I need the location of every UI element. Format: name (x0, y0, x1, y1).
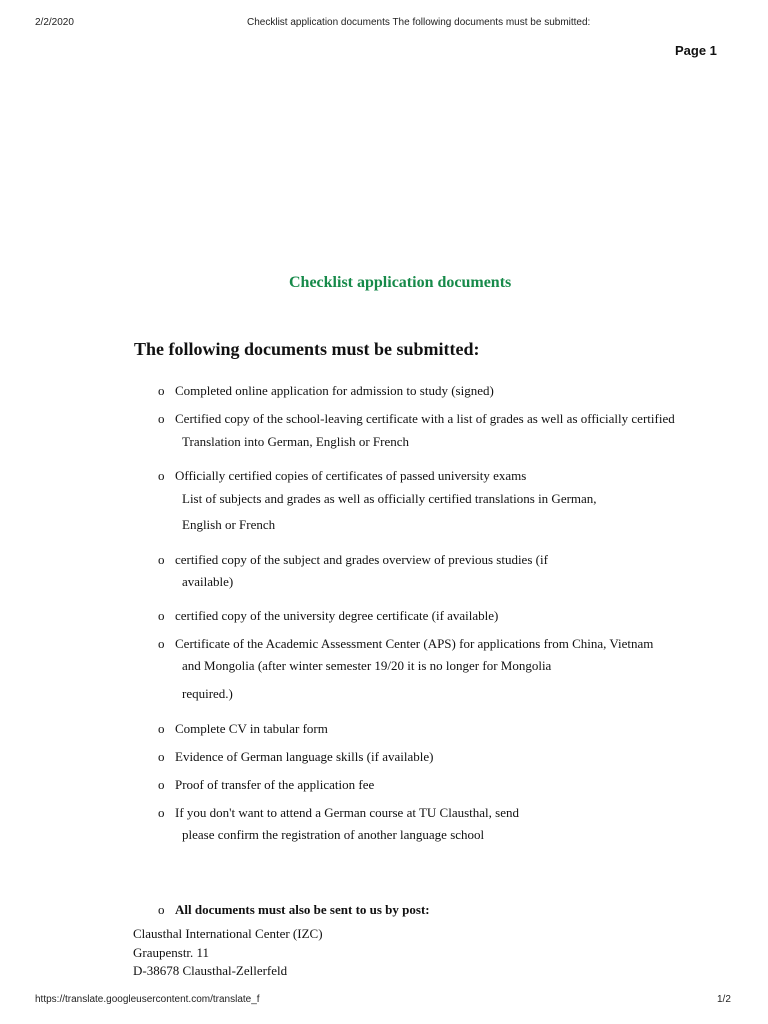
list-item-line: Translation into German, English or French (182, 434, 409, 449)
list-item-line: available) (182, 574, 234, 589)
list-item-line: Evidence of German language skills (if available) (175, 749, 434, 764)
bullet-marker: o (158, 777, 165, 792)
list-item-line: please confirm the registration of another language school (182, 827, 485, 842)
list-item-line: and Mongolia (after winter semester 19/20 it is no longer for Mongolia (182, 658, 552, 673)
bullet-marker: o (158, 383, 165, 398)
print-footer-url: https://translate.googleusercontent.com/translate_f (35, 994, 260, 1005)
list-item-line: List of subjects and grades as well as officially certified translations in German, (182, 491, 597, 506)
post-note: All documents must also be sent to us by post: (175, 902, 430, 917)
bullet-marker: o (158, 636, 165, 651)
bullet-marker: o (158, 552, 165, 567)
print-header-title: Checklist application documents The following documents must be submitted: (247, 17, 591, 28)
address-line: Clausthal International Center (IZC) (133, 926, 323, 941)
bullet-marker: o (158, 608, 165, 623)
section-heading: The following documents must be submitted: (134, 339, 480, 359)
list-item-line: required.) (182, 686, 233, 701)
bullet-marker: o (158, 749, 165, 764)
document-title: Checklist application documents (289, 274, 512, 291)
list-item-line: certified copy of the subject and grades overview of previous studies (if (175, 552, 548, 567)
list-item-line: certified copy of the university degree certificate (if available) (175, 608, 499, 623)
bullet-marker: o (158, 902, 165, 917)
address-line: Graupenstr. 11 (133, 945, 210, 960)
print-date: 2/2/2020 (35, 17, 74, 28)
page-label: Page 1 (675, 43, 717, 58)
list-item-line: Proof of transfer of the application fee (175, 777, 375, 792)
list-item-line: Complete CV in tabular form (175, 721, 328, 736)
print-footer-page-count: 1/2 (717, 994, 731, 1005)
address-line: D-38678 Clausthal-Zellerfeld (133, 963, 288, 978)
list-item-line: Certified copy of the school-leaving certificate with a list of grades as well as officially certified (175, 411, 675, 426)
list-item-line: If you don't want to attend a German course at TU Clausthal, send (175, 805, 519, 820)
bullet-marker: o (158, 805, 165, 820)
list-item-line: Completed online application for admission to study (signed) (175, 383, 494, 398)
list-item-line: English or French (182, 517, 276, 532)
bullet-marker: o (158, 468, 165, 483)
bullet-marker: o (158, 721, 165, 736)
bullet-marker: o (158, 411, 165, 426)
list-item-line: Certificate of the Academic Assessment Center (APS) for applications from China, Vietnam (175, 636, 654, 651)
list-item-line: Officially certified copies of certificates of passed university exams (175, 468, 527, 483)
